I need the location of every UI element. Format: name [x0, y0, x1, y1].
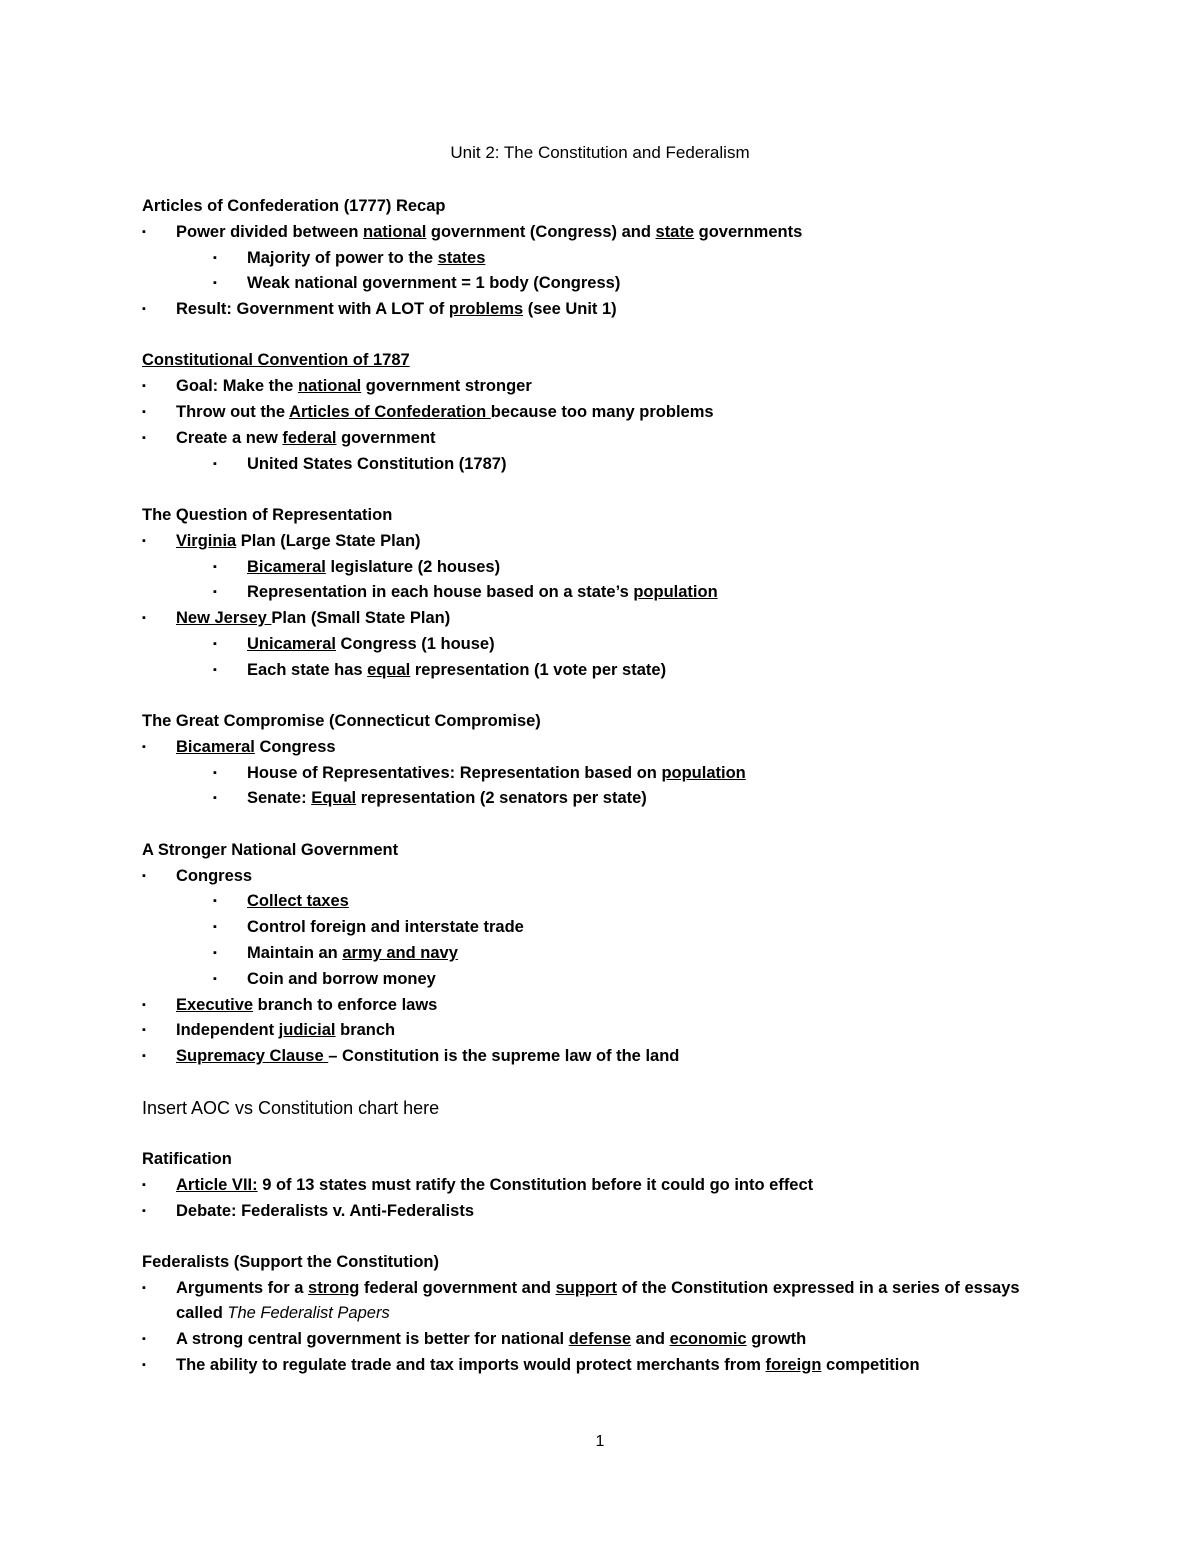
text: 9 of 13 states must ratify the Constitution before it could go into effect: [257, 1175, 814, 1194]
bullet-icon: ▪: [142, 1204, 146, 1217]
section-heading: A Stronger National Government: [142, 840, 399, 859]
section-great-compromise: [142, 709, 1042, 812]
italic-title: The Federalist Papers: [227, 1304, 390, 1323]
list-item: [142, 1044, 1042, 1070]
underlined-text: Bicameral: [176, 737, 255, 756]
text: of the Constitution expressed in a series of essays: [617, 1278, 1020, 1297]
underlined-text: economic: [669, 1330, 747, 1349]
list-item: [142, 580, 1042, 606]
text: government stronger: [361, 377, 532, 396]
section-ratification: [142, 1147, 1042, 1224]
underlined-text: state: [655, 222, 695, 241]
text: government (Congress) and: [426, 222, 656, 241]
underlined-text: population: [633, 583, 718, 602]
underlined-text: equal: [367, 660, 411, 679]
list-item: [142, 374, 1042, 400]
underlined-text: problems: [448, 300, 524, 319]
text: representation (2 senators per state): [356, 789, 647, 808]
text: Congress: [254, 737, 336, 756]
text: branch: [335, 1021, 396, 1040]
bullet-icon: ▪: [213, 457, 217, 470]
bullet-icon: ▪: [142, 1178, 146, 1191]
underlined-text: population: [661, 763, 746, 782]
text: Congress (1 house): [335, 634, 495, 653]
bullet-icon: ▪: [142, 225, 146, 238]
text: government: [336, 428, 436, 447]
list-item: [142, 1353, 1042, 1379]
list-item: [142, 735, 1042, 761]
text: A strong central government is better for national: [176, 1330, 569, 1349]
underlined-text: Bicameral: [247, 557, 326, 576]
bullet-icon: ▪: [213, 792, 217, 805]
bullet-icon: ▪: [142, 1024, 146, 1037]
text: Representation in each house based on a state’s: [247, 583, 634, 602]
underlined-text: strong: [308, 1278, 360, 1297]
bullet-icon: ▪: [142, 998, 146, 1011]
text: competition: [821, 1355, 920, 1374]
list-item: [142, 555, 1042, 581]
text: legislature (2 houses): [325, 557, 501, 576]
section-heading: Constitutional Convention of 1787: [142, 351, 410, 370]
placeholder-text: Insert AOC vs Constitution chart here: [142, 1098, 440, 1119]
underlined-text: judicial: [278, 1021, 336, 1040]
text: Coin and borrow money: [247, 969, 436, 988]
list-item: [142, 1173, 1042, 1199]
list-item: [142, 297, 1042, 323]
text: Arguments for a: [176, 1278, 309, 1297]
bullet-icon: ▪: [213, 560, 217, 573]
list-item: [142, 529, 1042, 555]
section-heading: Federalists (Support the Constitution): [142, 1252, 439, 1271]
bullet-icon: ▪: [213, 972, 217, 985]
text: Throw out the: [176, 403, 290, 422]
text: House of Representatives: Representation based on: [247, 763, 662, 782]
list-item: [142, 1018, 1042, 1044]
bullet-icon: ▪: [213, 663, 217, 676]
text: and: [631, 1330, 670, 1349]
list-item: [142, 1199, 1042, 1225]
text: United States Constitution (1787): [247, 454, 507, 473]
underlined-text: defense: [568, 1330, 632, 1349]
list-item: [142, 400, 1042, 426]
text: The ability to regulate trade and tax imports would protect merchants from: [176, 1355, 766, 1374]
text: growth: [746, 1330, 807, 1349]
chart-placeholder-note: [142, 1095, 1042, 1121]
text: (see Unit 1): [523, 300, 617, 319]
text: Power divided between: [176, 222, 364, 241]
underlined-text: support: [555, 1278, 618, 1297]
section-stronger-government: [142, 838, 1042, 1070]
text: Plan (Large State Plan): [236, 531, 421, 550]
underlined-text: national: [297, 377, 362, 396]
text: Result: Government with A LOT of: [176, 300, 449, 319]
list-item: [142, 889, 1042, 915]
bullet-icon: ▪: [142, 380, 146, 393]
section-heading: The Great Compromise (Connecticut Compromise): [142, 712, 541, 731]
list-item: [142, 452, 1042, 478]
text: Control foreign and interstate trade: [247, 918, 524, 937]
underlined-text: Equal: [311, 789, 357, 808]
bullet-icon: ▪: [142, 431, 146, 444]
underlined-text: Virginia: [176, 531, 237, 550]
text: representation (1 vote per state): [410, 660, 667, 679]
bullet-icon: ▪: [213, 766, 217, 779]
text: Weak national government = 1 body (Congress): [247, 274, 621, 293]
list-item: [142, 271, 1042, 297]
text: Maintain an: [247, 943, 343, 962]
document-body: [142, 194, 1042, 1404]
underlined-text: Unicameral: [247, 634, 336, 653]
section-federalists: [142, 1250, 1042, 1379]
bullet-icon: ▪: [142, 1281, 146, 1294]
list-item: [142, 993, 1042, 1019]
page-number: 1: [595, 1433, 605, 1450]
bullet-icon: ▪: [213, 895, 217, 908]
section-constitutional-convention: [142, 348, 1042, 477]
list-item: [142, 658, 1042, 684]
text: branch to enforce laws: [253, 995, 438, 1014]
text: called: [176, 1304, 228, 1323]
text: governments: [694, 222, 803, 241]
list-item: [142, 632, 1042, 658]
text: federal government and: [359, 1278, 556, 1297]
bullet-icon: ▪: [142, 1358, 146, 1371]
text: Congress: [176, 866, 253, 885]
underlined-text: Articles of Confederation: [289, 403, 491, 422]
underlined-text: Article VII:: [176, 1175, 258, 1194]
bullet-icon: ▪: [213, 251, 217, 264]
text: Goal: Make the: [176, 377, 298, 396]
section-heading: Articles of Confederation (1777) Recap: [142, 197, 446, 215]
list-item: [142, 426, 1042, 452]
section-articles-recap: [142, 194, 1042, 323]
list-item: [142, 1276, 1042, 1302]
list-item-continuation: [142, 1301, 1042, 1327]
text: Independent: [176, 1021, 279, 1040]
underlined-text: national: [363, 222, 427, 241]
bullet-icon: ▪: [142, 740, 146, 753]
bullet-icon: ▪: [142, 612, 146, 625]
bullet-icon: ▪: [213, 277, 217, 290]
text: Plan (Small State Plan): [271, 609, 451, 628]
bullet-icon: ▪: [142, 869, 146, 882]
bullet-icon: ▪: [213, 586, 217, 599]
list-item: [142, 761, 1042, 787]
underlined-text: army and navy: [342, 943, 458, 962]
bullet-icon: ▪: [213, 637, 217, 650]
text: Majority of power to the: [247, 248, 438, 267]
bullet-icon: ▪: [142, 534, 146, 547]
list-item: [142, 967, 1042, 993]
bullet-icon: ▪: [142, 406, 146, 419]
text: Create a new: [176, 428, 283, 447]
underlined-text: New Jersey: [176, 609, 272, 628]
list-item: [142, 864, 1042, 890]
list-item: [142, 246, 1042, 272]
bullet-icon: ▪: [142, 303, 146, 316]
text: Each state has: [247, 660, 368, 679]
list-item: [142, 220, 1042, 246]
underlined-text: foreign: [765, 1355, 822, 1374]
section-representation: [142, 503, 1042, 684]
underlined-text: federal: [282, 428, 337, 447]
list-item: [142, 786, 1042, 812]
list-item: [142, 606, 1042, 632]
bullet-icon: ▪: [213, 921, 217, 934]
bullet-icon: ▪: [213, 946, 217, 959]
section-heading: The Question of Representation: [142, 505, 393, 524]
section-heading: Ratification: [142, 1149, 232, 1168]
text: – Constitution is the supreme law of the land: [328, 1047, 680, 1066]
document-title: Unit 2: The Constitution and Federalism: [450, 143, 750, 162]
underlined-text: Executive: [176, 995, 254, 1014]
underlined-text: states: [437, 248, 486, 267]
text: Senate:: [247, 789, 312, 808]
text: Debate: Federalists v. Anti-Federalists: [176, 1201, 475, 1220]
underlined-text: Supremacy Clause: [176, 1047, 329, 1066]
text: because too many problems: [490, 403, 714, 422]
list-item: [142, 941, 1042, 967]
bullet-icon: ▪: [142, 1333, 146, 1346]
list-item: [142, 915, 1042, 941]
list-item: [142, 1327, 1042, 1353]
bullet-icon: ▪: [142, 1050, 146, 1063]
underlined-text: Collect taxes: [247, 892, 349, 911]
